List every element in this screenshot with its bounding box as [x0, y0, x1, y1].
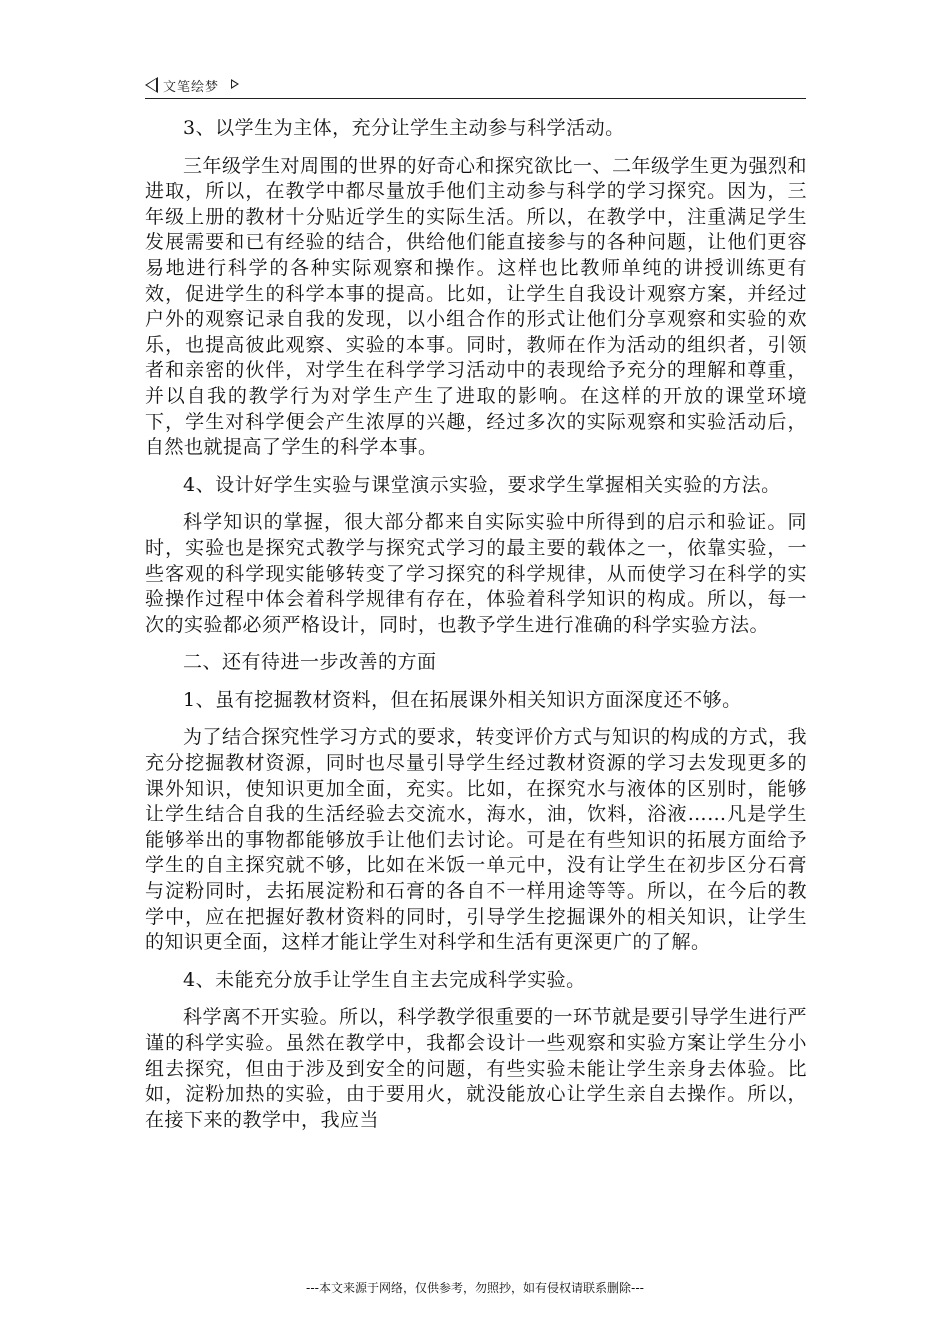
paragraph: 科学知识的掌握，很大部分都来自实际实验中所得到的启示和验证。同时，实验也是探究式教学与探究式学习的最主要的载体之一，依靠实验，一些客观的科学现实能够转变了学习探究的科学规律，从而使学习在科学的实验操作过程中体会着科学规律有存在，体验着科学知识的构成。所以，每一次的实验都必须严格设计，同时，也教予学生进行准确的科学实验方法。 — [145, 511, 807, 636]
document-body — [145, 116, 807, 1145]
paragraph: 科学离不开实验。所以，科学教学很重要的一环节就是要引导学生进行严谨的科学实验。虽然在教学中，我都会设计一些观察和实验方案让学生分小组去探究，但由于涉及到安全的问题，有些实验未能让学生亲身去体验。比如，淀粉加热的实验，由于要用火，就没能放心让学生亲自去操作。所以，在接下来的教学中，我应当 — [145, 1006, 808, 1131]
section-heading: 二、还有待进一步改善的方面 — [183, 651, 437, 674]
heading-item-4b: 4、未能充分放手让学生自主去完成科学实验。 — [183, 968, 586, 991]
page-footer-note: ---本文来源于网络，仅供参考，勿照抄，如有侵权请联系删除--- — [306, 1281, 644, 1295]
heading-item-4: 4、设计好学生实验与课堂演示实验，要求学生掌握相关实验的方法。 — [183, 473, 781, 496]
header-brand: 文笔绘梦 — [163, 80, 220, 95]
page-header — [145, 74, 806, 99]
heading-item-3: 3、以学生为主体，充分让学生主动参与科学活动。 — [183, 117, 625, 139]
paragraph: 三年级学生对周围的世界的好奇心和探究欲比一、二年级学生更为强烈和进取，所以，在教学中都尽量放手他们主动参与科学的学习探究。因为，三年级上册的教材十分贴近学生的实际生活。所以，在教学中，注重满足学生发展需要和已有经验的结合，供给他们能直接参与的各种问题，让他们更容易地进行科学的各种实际观察和操作。这样也比教师单纯的讲授训练更有效，促进学生的科学本事的提高。比如，让学生自我设计观察方案，并经过户外的观察记录自我的发现，以小组合作的形式让他们分享观察和实验的欢乐，也提高彼此观察、实验的本事。同时，教师在作为活动的组织者，引领者和亲密的伙伴，对学生在科学学习活动中的表现给予充分的理解和尊重，并以自我的教学行为对学生产生了进取的影响。在这样的开放的课堂环境下，学生对科学便会产生浓厚的兴趣，经过多次的实际观察和实验活动后，自然也就提高了学生的科学本事。 — [145, 154, 808, 459]
triangle-left-icon — [145, 77, 158, 93]
heading-item-1: 1、虽有挖掘教材资料，但在拓展课外相关知识方面深度还不够。 — [183, 688, 742, 711]
triangle-right-icon — [231, 79, 239, 89]
paragraph: 为了结合探究性学习方式的要求，转变评价方式与知识的构成的方式，我充分挖掘教材资源，同时也尽量引导学生经过教材资源的学习去发现更多的课外知识，使知识更加全面，充实。比如，在探究水与液体的区别时，能够让学生结合自我的生活经验去交流水，海水，油，饮料，浴液……凡是学生能够举出的事物都能够放手让他们去讨论。可是在有些知识的拓展方面给予学生的自主探究就不够，比如在米饭一单元中，没有让学生在初步区分石膏与淀粉同时，去拓展淀粉和石膏的各自不一样用途等等。所以，在今后的教学中，应在把握好教材资料的同时，引导学生挖掘课外的相关知识，让学生的知识更全面，这样才能让学生对科学和生活有更深更广的了解。 — [145, 726, 808, 954]
